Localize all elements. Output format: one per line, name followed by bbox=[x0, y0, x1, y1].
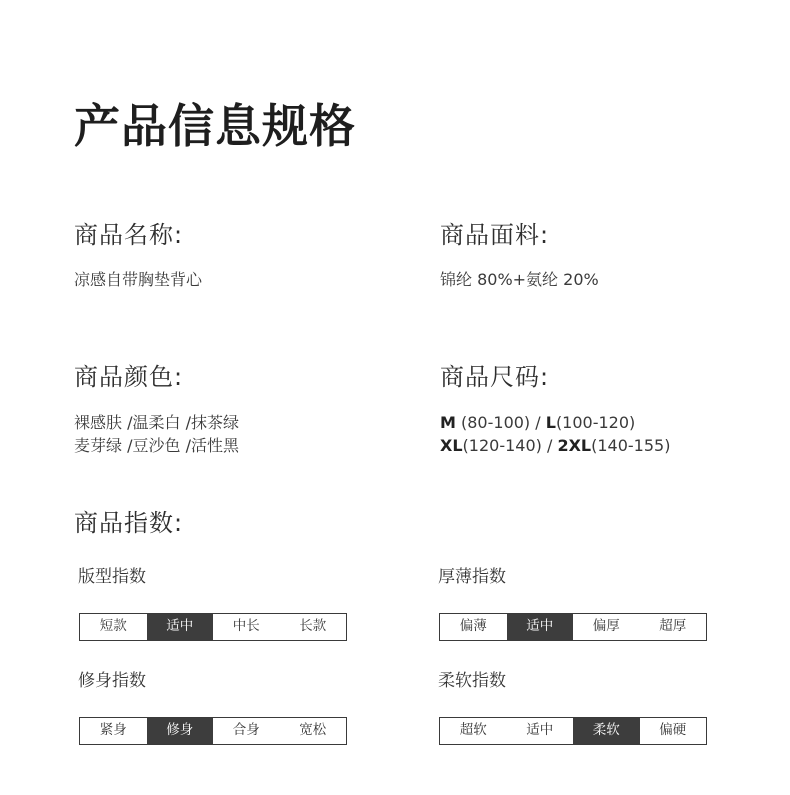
scale-title-thickness: 厚薄指数 bbox=[438, 567, 506, 587]
color-heading: 商品颜色: bbox=[74, 363, 184, 391]
size-m: M bbox=[440, 413, 456, 432]
name-value: 凉感自带胸垫背心 bbox=[74, 270, 203, 289]
scale-fit bbox=[79, 717, 347, 745]
scale-option-selected: 修身 bbox=[147, 718, 214, 744]
scale-title-softness: 柔软指数 bbox=[438, 671, 506, 691]
scale-option: 偏厚 bbox=[592, 618, 620, 635]
scale-option: 适中 bbox=[526, 722, 554, 739]
scale-title-fit: 修身指数 bbox=[78, 671, 146, 691]
fabric-heading: 商品面料: bbox=[440, 221, 550, 249]
scale-option: 长款 bbox=[299, 618, 327, 635]
fabric-value: 锦纶 80%+氨纶 20% bbox=[440, 270, 599, 289]
scale-option-selected: 柔软 bbox=[573, 718, 640, 744]
scale-option-selected: 适中 bbox=[147, 614, 214, 640]
scale-option: 超软 bbox=[459, 722, 487, 739]
scale-option: 短款 bbox=[99, 618, 127, 635]
scale-option: 宽松 bbox=[299, 722, 327, 739]
color-line-2: 麦芽绿 /豆沙色 /活性黑 bbox=[74, 436, 239, 455]
color-line-1: 裸感肤 /温柔白 /抹茶绿 bbox=[74, 413, 239, 432]
scale-option: 紧身 bbox=[99, 722, 127, 739]
size-l-range: (100-120) bbox=[555, 413, 636, 432]
scale-option: 偏硬 bbox=[659, 722, 687, 739]
scale-option-selected: 适中 bbox=[507, 614, 574, 640]
scale-option: 超厚 bbox=[659, 618, 687, 635]
scale-option: 中长 bbox=[232, 618, 260, 635]
size-heading: 商品尺码: bbox=[440, 363, 550, 391]
scale-softness bbox=[439, 717, 707, 745]
size-xl: XL bbox=[440, 436, 463, 455]
size-l: L bbox=[545, 413, 556, 432]
page-title: 产品信息规格 bbox=[74, 99, 356, 153]
size-2xl: 2XL bbox=[557, 436, 592, 455]
name-heading: 商品名称: bbox=[74, 221, 184, 249]
size-xl-range: (120-140) / bbox=[462, 436, 558, 455]
size-line-2 bbox=[440, 435, 670, 457]
scale-title-fit-length: 版型指数 bbox=[78, 567, 146, 587]
scale-option: 合身 bbox=[232, 722, 260, 739]
scale-option: 偏薄 bbox=[459, 618, 487, 635]
scale-thickness bbox=[439, 613, 707, 641]
index-heading: 商品指数: bbox=[74, 509, 184, 537]
size-m-range: (80-100) / bbox=[455, 413, 546, 432]
scale-fit-length bbox=[79, 613, 347, 641]
size-line-1 bbox=[440, 412, 635, 434]
size-2xl-range: (140-155) bbox=[591, 436, 671, 455]
